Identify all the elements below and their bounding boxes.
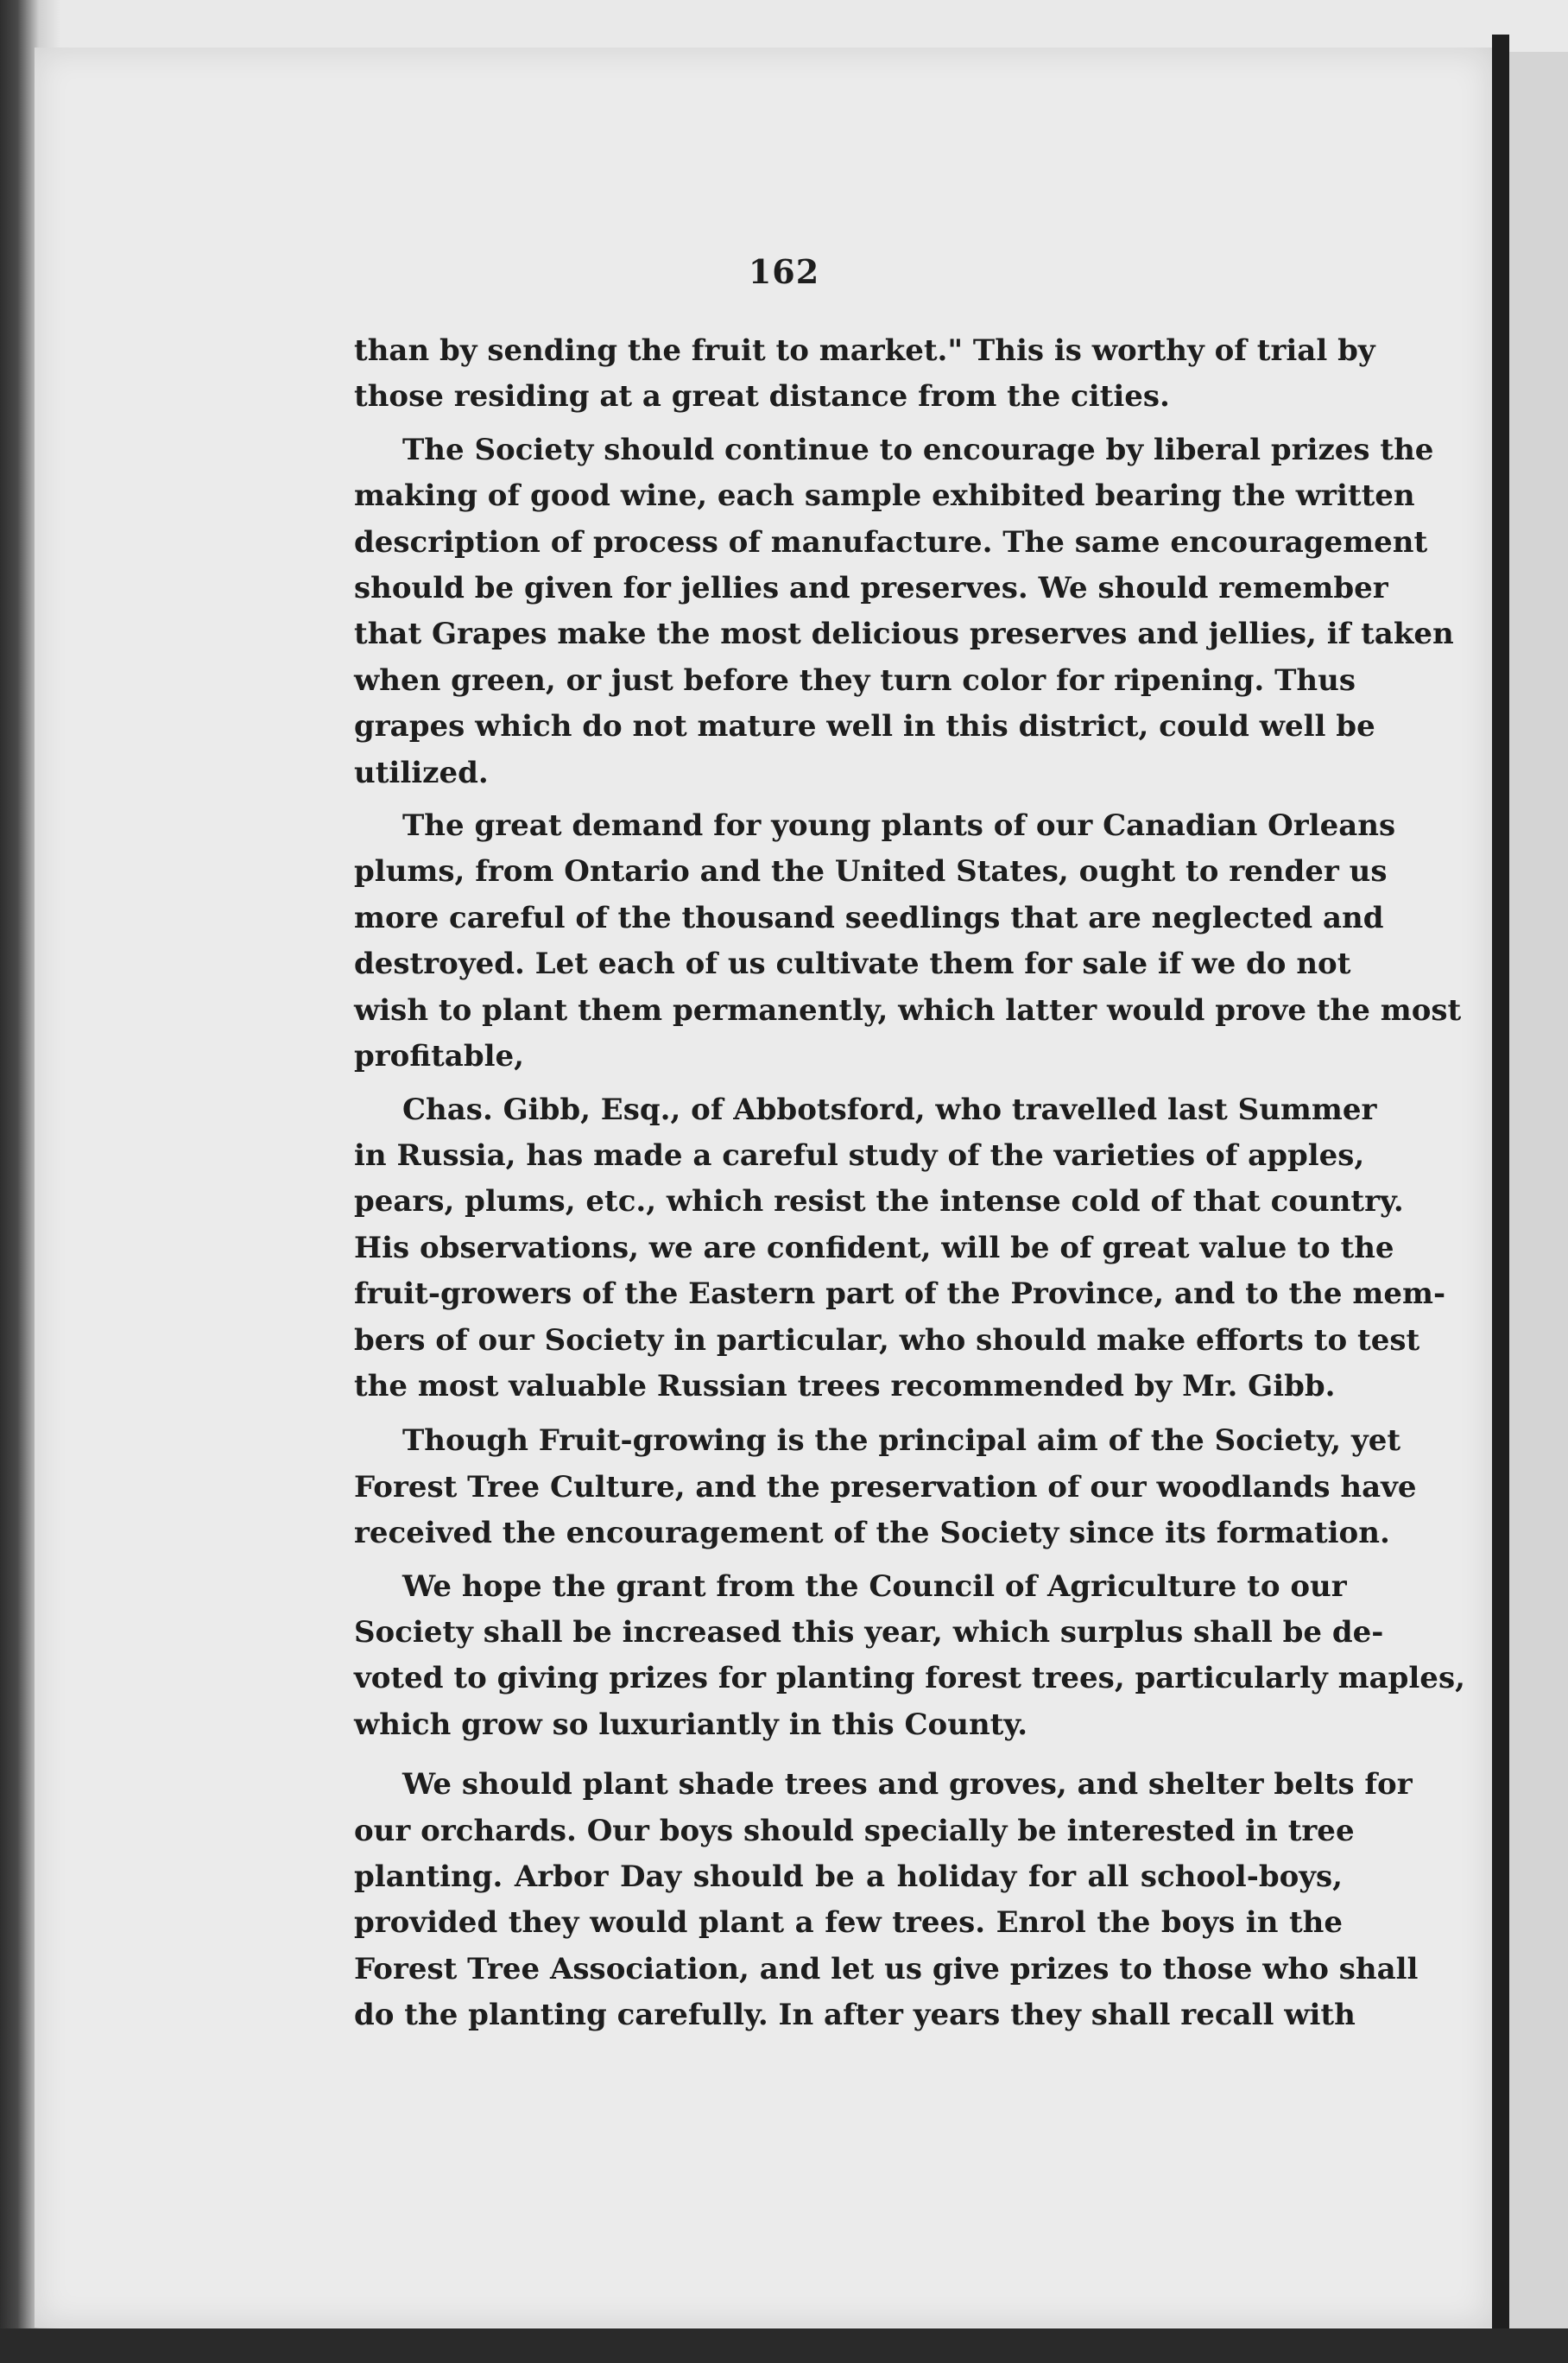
paragraph — [354, 1087, 1446, 1410]
text-line: Forest Tree Culture, and the preservation of our woodlands have — [354, 1469, 1417, 1505]
text-line: when green, or just before they turn color for ripening. Thus — [354, 662, 1356, 698]
text-line: our orchards. Our boys should specially be interested in tree — [354, 1813, 1355, 1848]
paragraph — [354, 1762, 1419, 2038]
text-line: Chas. Gibb, Esq., of Abbotsford, who travelled last Summer — [402, 1092, 1377, 1127]
text-line: Forest Tree Association, and let us give prizes to those who shall — [354, 1951, 1419, 1986]
page-edge-shadow — [1492, 35, 1509, 2332]
text-line: more careful of the thousand seedlings that are neglected and — [354, 900, 1384, 935]
text-line: His observations, we are confident, will be of great value to the — [354, 1230, 1394, 1265]
paragraph — [354, 428, 1454, 796]
text-line: those residing at a great distance from the cities. — [354, 379, 1170, 415]
text-line: than by sending the fruit to market." This is worthy of trial by — [354, 333, 1375, 368]
paragraph — [354, 1418, 1417, 1556]
text-line: The Society should continue to encourage by liberal prizes the — [402, 432, 1434, 467]
text-line: grapes which do not mature well in this district, could well be — [354, 709, 1375, 744]
text-line: plums, from Ontario and the United States, ought to render us — [354, 854, 1388, 890]
body-text — [354, 328, 1465, 2039]
text-line: fruit-growers of the Eastern part of the Province, and to the mem- — [354, 1277, 1446, 1312]
adjacent-page-strip — [1509, 52, 1568, 2332]
text-line: pears, plums, etc., which resist the intense cold of that country. — [354, 1184, 1404, 1220]
text-line: utilized. — [354, 755, 489, 790]
page-number: 162 — [748, 252, 820, 291]
text-line: making of good wine, each sample exhibited bearing the written — [354, 478, 1415, 514]
text-line: profitable, — [354, 1039, 524, 1074]
text-line: voted to giving prizes for planting forest trees, particularly maples, — [354, 1661, 1465, 1696]
text-line: provided they would plant a few trees. Enrol the boys in the — [354, 1905, 1343, 1941]
text-line: that Grapes make the most delicious preserves and jellies, if taken — [354, 617, 1454, 652]
text-line: Society shall be increased this year, which surplus shall be de- — [354, 1614, 1384, 1650]
text-line: We should plant shade trees and groves, and shelter belts for — [402, 1767, 1413, 1802]
paragraph — [354, 328, 1375, 421]
text-line: destroyed. Let each of us cultivate them for sale if we do not — [354, 947, 1351, 982]
paragraph — [354, 803, 1462, 1080]
text-line: which grow so luxuriantly in this County. — [354, 1707, 1028, 1742]
text-line: in Russia, has made a careful study of the varieties of apples, — [354, 1137, 1365, 1173]
text-line: description of process of manufacture. The same encouragement — [354, 524, 1428, 560]
text-line: wish to plant them permanently, which latter would prove the most — [354, 992, 1462, 1028]
text-line: The great demand for young plants of our Canadian Orleans — [402, 808, 1396, 844]
text-line: received the encouragement of the Society since its formation. — [354, 1516, 1390, 1551]
text-line: should be given for jellies and preserves. We should remember — [354, 571, 1388, 606]
text-line: Though Fruit-growing is the principal aim of the Society, yet — [402, 1423, 1401, 1459]
text-line: planting. Arbor Day should be a holiday for all school-boys, — [354, 1859, 1343, 1894]
text-line: do the planting carefully. In after years they shall recall with — [354, 1998, 1356, 2033]
paragraph — [354, 1564, 1465, 1749]
text-line: We hope the grant from the Council of Agriculture to our — [402, 1568, 1347, 1604]
text-line: the most valuable Russian trees recommended by Mr. Gibb. — [354, 1368, 1336, 1403]
scan-bottom-edge — [0, 2328, 1568, 2363]
text-line: bers of our Society in particular, who should make efforts to test — [354, 1322, 1420, 1358]
